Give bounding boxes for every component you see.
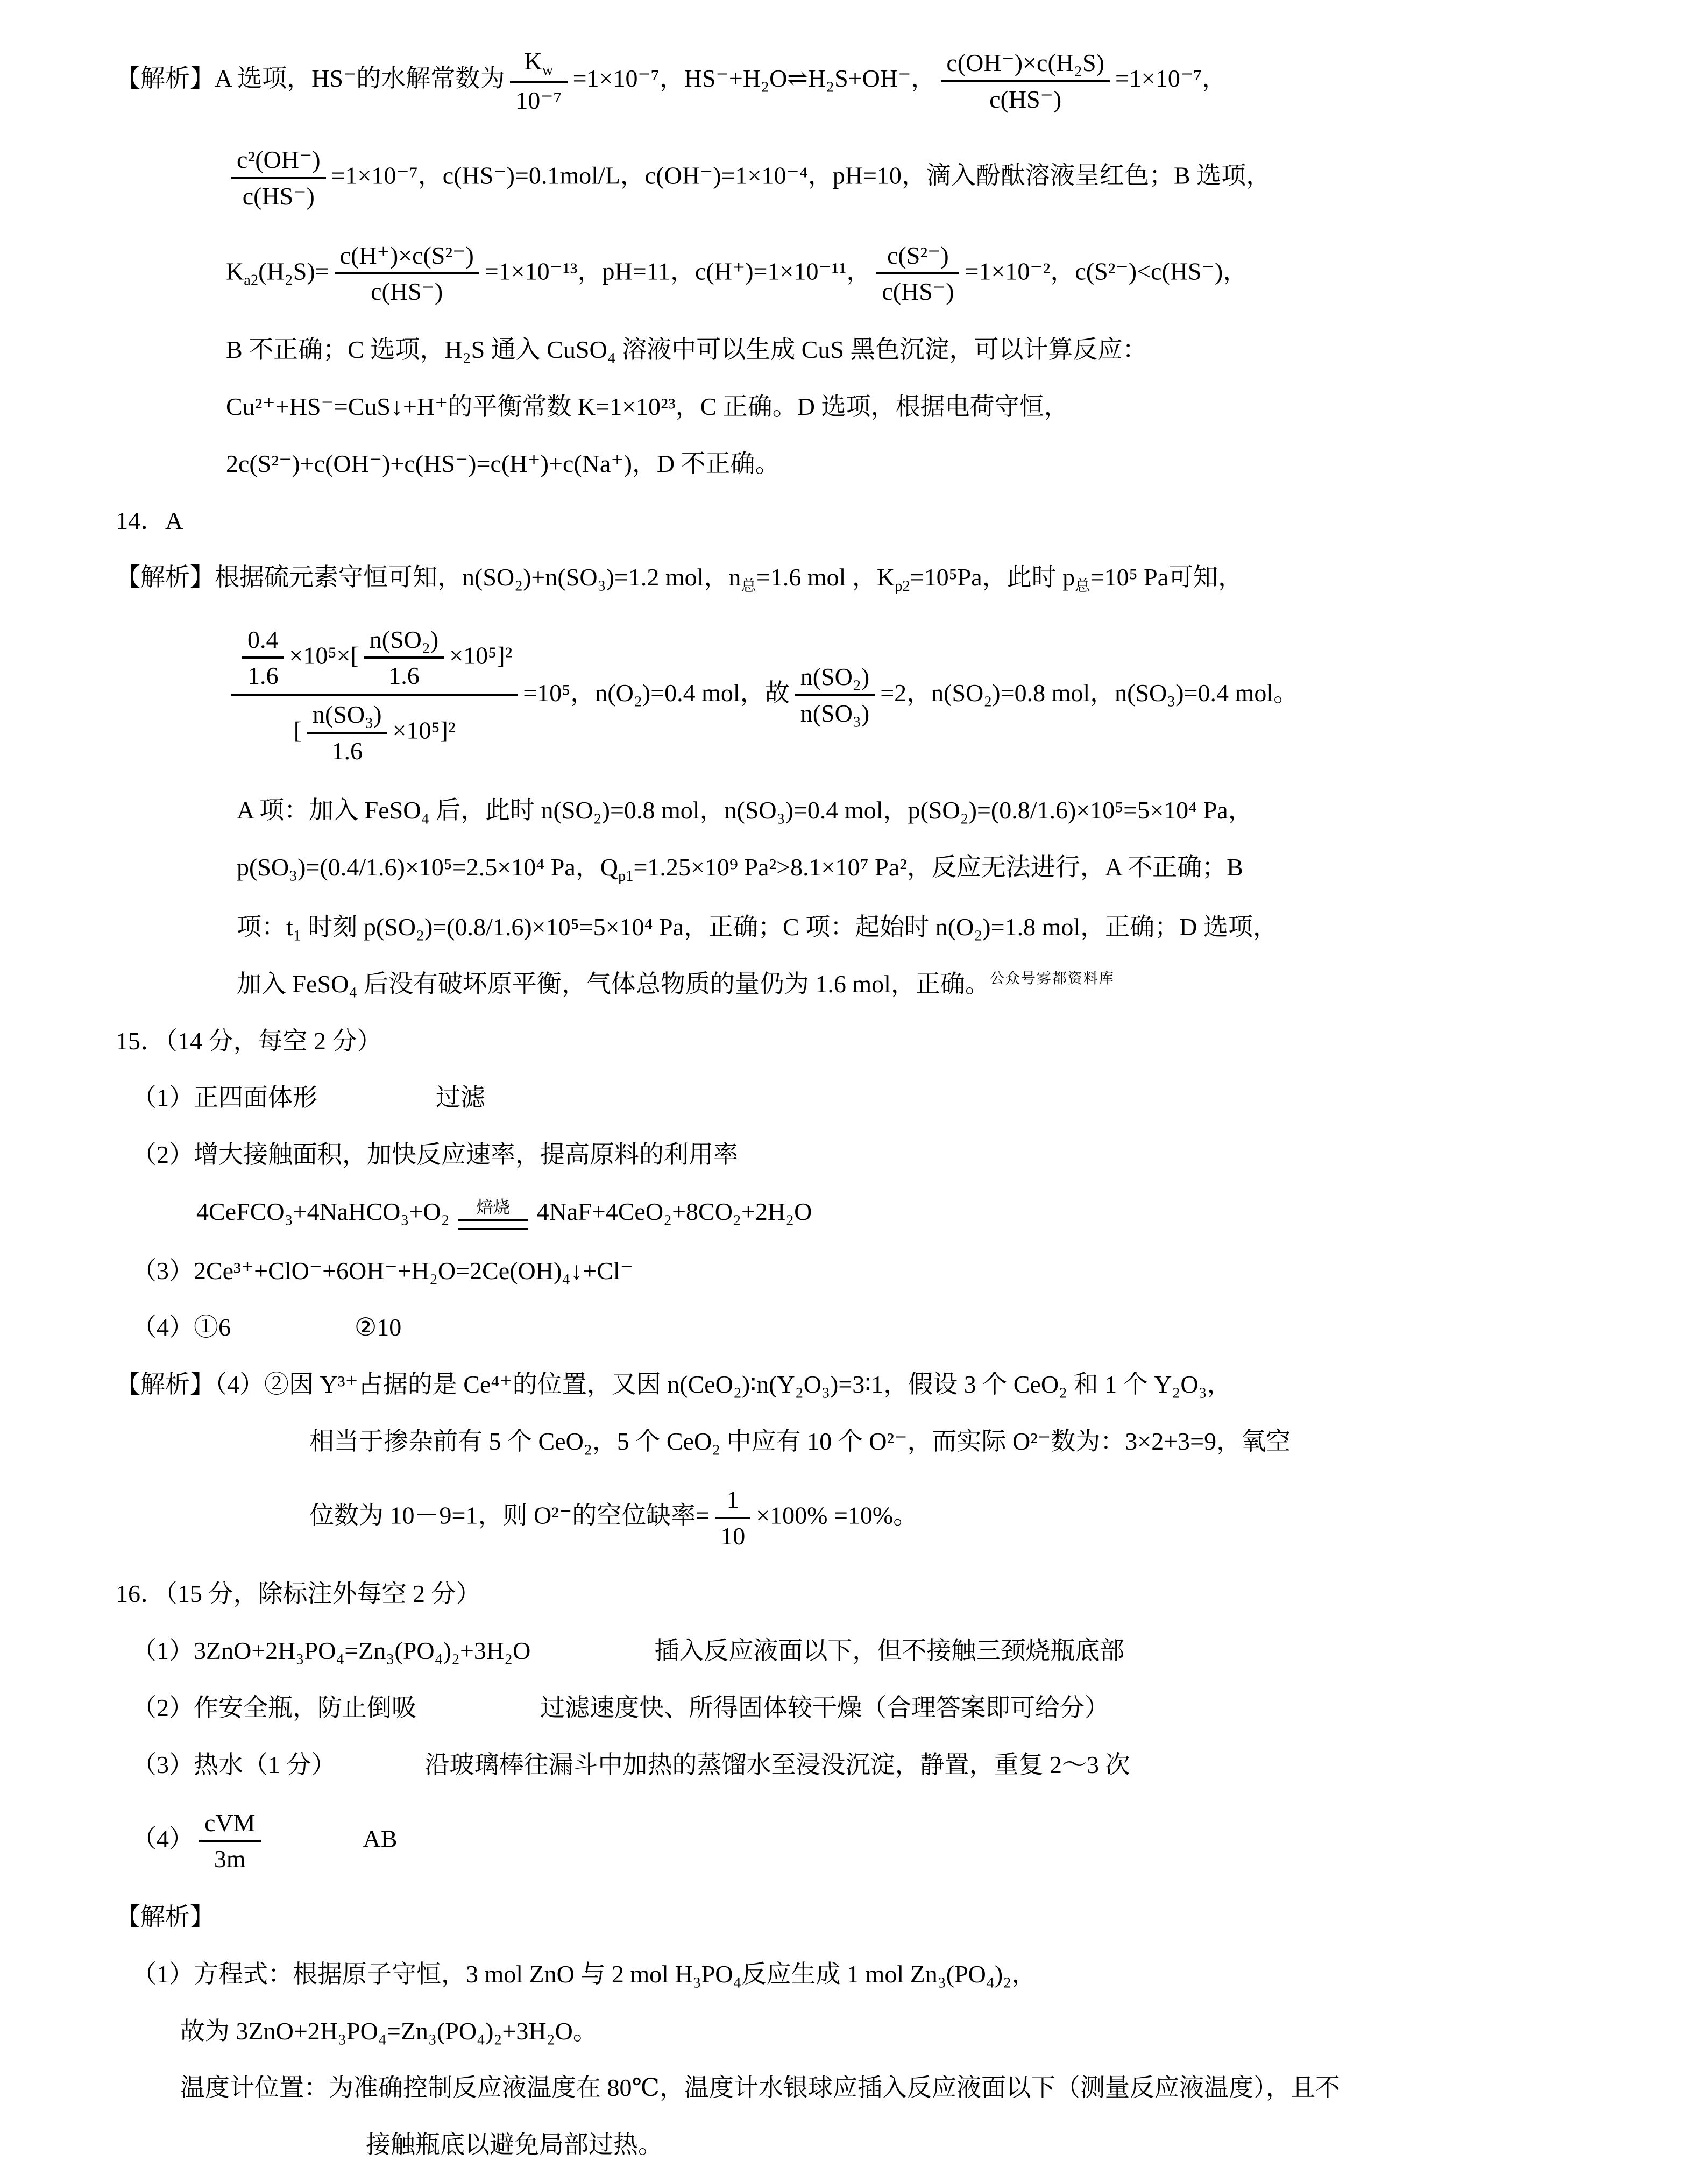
text-line: 温度计位置：为准确控制反应液温度在 80℃，温度计水银球应插入反应液面以下（测量反应液温度），且不 — [180, 2074, 1340, 2102]
fraction-denominator: c(HS⁻) — [989, 85, 1062, 113]
answer-blank-gap — [530, 1658, 654, 1659]
answer-blank-gap — [231, 1335, 355, 1336]
fraction-numerator: c²(OH⁻) — [231, 143, 326, 179]
text-line: 项：t₁ 时刻 p(SO₂)=(0.8/1.6)×10⁵=5×10⁴ Pa，正确；C 项：起始时 n(O₂)=1.8 mol，正确；D 选项， — [237, 913, 1278, 941]
fraction — [510, 44, 567, 118]
subscript: w — [542, 62, 554, 79]
text-line: 故为 3ZnO+2H₃PO₄=Zn₃(PO₄)₂+3H₂O。 — [180, 2017, 598, 2045]
text-line: 16．（15 分，除标注外每空 2 分） — [116, 1580, 481, 1608]
text-line: （4） $\frac{\text{cVM}}{3m}$ AB — [132, 1806, 1708, 1877]
fraction-denominator: n(SO₃) — [800, 700, 870, 728]
fraction-denominator: 1.6 — [331, 737, 363, 765]
text-line: 加入 FeSO₄ 后没有破坏原平衡，气体总物质的量仍为 1.6 mol，正确。$^{公众号雾都资料库}$ — [237, 970, 1115, 998]
fraction-numerator: c(S²⁻) — [876, 238, 959, 275]
text-line: $\frac{0.4}{1.6}$ ×10⁵×[ $\frac{\text{n(SO₂)}}{1.6}$ ×10⁵]² [ $\frac{\text{n(SO₃)}}{1.6}$ ×10⁵]² =10⁵，n(O₂)=0.4 mol，故 $\frac{\text{n(SO₂)}}{\text{n(SO₃)}}$ =2，n(SO₂)=0.8 mol，n(SO₃)=0.4 mol。 — [226, 622, 1708, 769]
fraction — [364, 623, 444, 694]
fraction-denominator: c(HS⁻) — [242, 182, 315, 210]
text-line: 接触瓶底以避免局部过热。 — [366, 2131, 663, 2159]
text-line: （4）①6 ②10 — [132, 1313, 402, 1341]
text-line: B 不正确；C 选项，H₂S 通入 CuSO₄ 溶液中可以生成 CuS 黑色沉淀，可以计算反应： — [226, 336, 1147, 364]
text-line: （1）3ZnO+2H₃PO₄=Zn₃(PO₄)₂+3H₂O 插入反应液面以下，但不接触三颈烧瓶底部 — [132, 1637, 1125, 1665]
text-line: Cu²⁺+HS⁻=CuS↓+H⁺的平衡常数 K=1×10²³，C 正确。D 选项，根据电荷守恒， — [226, 393, 1069, 421]
fraction — [715, 1482, 750, 1553]
subscript: p1 — [618, 867, 634, 885]
fraction — [199, 1806, 261, 1877]
fraction-numerator: 1 — [715, 1482, 750, 1519]
subscript: 总 — [1075, 578, 1090, 595]
text-line: $K_{a2}(H_2S)=$ $\frac{\text{c(H⁺)×c(S²⁻)}}{c(HS^-)}$ =1×10⁻¹³，pH=11，c(H⁺)=1×10⁻¹¹， $\frac{\text{c(S²⁻)}}{c(HS^-)}$ =1×10⁻²，c(S²⁻)<c(HS⁻)， — [226, 238, 1708, 309]
fraction-denominator: 1.6 — [388, 662, 420, 690]
fraction — [335, 238, 479, 309]
fraction-numerator: n(SO₃) — [307, 697, 387, 734]
fraction — [876, 238, 959, 309]
fraction-denominator: 10 — [720, 1522, 746, 1550]
fraction-denominator: c(HS⁻) — [371, 278, 443, 306]
answer-blank-gap — [336, 1772, 425, 1773]
fraction — [941, 46, 1110, 117]
fraction-denominator: 1.6 — [247, 662, 279, 690]
text-line: （3）2Ce³⁺+ClO⁻+6OH⁻+H₂O=2Ce(OH)₄↓+Cl⁻ — [132, 1256, 633, 1284]
text-line: 4CeFCO₃+4NaHCO₃+O₂ 焙烧 4NaF+4CeO₂+8CO₂+2H₂O — [196, 1196, 1708, 1230]
text-line: （2）增大接触面积，加快反应速率，提高原料的利用率 — [132, 1141, 738, 1169]
answer-blank-gap — [317, 1105, 436, 1106]
text-line: （1）方程式：根据原子守恒，3 mol ZnO 与 2 mol H₃PO₄反应生成 1 mol Zn₃(PO₄)₂， — [132, 1960, 1037, 1988]
fraction-numerator: $\frac{0.4}{1.6}$ ×10⁵×[ $\frac{\text{n(SO₂)}}{1.6}$ ×10⁵]² — [231, 622, 518, 697]
text-line: 【解析】 — [116, 1903, 215, 1931]
text-line: p(SO₃)=(0.4/1.6)×10⁵=2.5×10⁴ Pa，$Q_{p1}=1.25\times 10^9$ Pa²>8.1×10⁷ Pa²，反应无法进行，A 不正确；B — [237, 853, 1243, 885]
text-line: 14．A — [116, 506, 183, 534]
text-line: 15．（14 分，每空 2 分） — [116, 1027, 382, 1055]
double-equals-sign — [458, 1219, 528, 1230]
reaction-condition-label: 焙烧 — [476, 1198, 510, 1217]
text-line: A 项：加入 FeSO₄ 后，此时 n(SO₂)=0.8 mol，n(SO₃)=0.4 mol，p(SO₂)=(0.8/1.6)×10⁵=5×10⁴ Pa， — [237, 796, 1253, 824]
text-line: 位数为 10－9=1，则 O²⁻的空位缺率= $\frac{1}{10}$ ×100% =10%。 — [309, 1482, 1708, 1553]
fraction-numerator: c(OH⁻)×c(H₂S) — [941, 46, 1110, 82]
subscript: p2 — [895, 578, 910, 595]
answer-blank-gap — [266, 1846, 363, 1847]
subscript: 总 — [741, 578, 756, 595]
fraction-numerator: $K_w$ — [510, 44, 567, 83]
fraction-denominator: 10⁻⁷ — [515, 87, 562, 115]
fraction — [307, 697, 387, 768]
text-line: 2c(S²⁻)+c(OH⁻)+c(HS⁻)=c(H⁺)+c(Na⁺)，D 不正确。 — [226, 449, 780, 477]
subscript: a2 — [244, 272, 259, 289]
answer-blank-gap — [416, 1715, 540, 1716]
fraction-numerator: cVM — [199, 1806, 261, 1842]
reaction-condition-equals — [458, 1198, 528, 1230]
fraction-denominator: [ $\frac{\text{n(SO₃)}}{1.6}$ ×10⁵]² — [231, 696, 518, 769]
fraction-numerator: c(H⁺)×c(S²⁻) — [335, 238, 479, 275]
text-line: （1）正四面体形 过滤 — [132, 1084, 485, 1112]
text-line: 【解析】根据硫元素守恒可知，n(SO₂)+n(SO₃)=1.2 mol，$n_总=1.6$ mol ，$K_{p2}=10^5Pa$，此时 $p_总=10^5$ Pa可知， — [116, 563, 1243, 595]
text-line: 相当于掺杂前有 5 个 CeO₂，5 个 CeO₂ 中应有 10 个 O²⁻，而实际 O²⁻数为：3×2+3=9，氧空 — [309, 1427, 1291, 1455]
fraction-denominator: 3m — [214, 1845, 246, 1873]
fraction-numerator: n(SO₂) — [795, 660, 875, 696]
fraction — [231, 622, 518, 769]
text-line: 【解析】（4）②因 Y³⁺占据的是 Ce⁴⁺的位置，又因 n(CeO₂)∶n(Y₂O₃)=3∶1，假设 3 个 CeO₂ 和 1 个 Y₂O₃， — [116, 1371, 1232, 1399]
text-line: （3）热水（1 分） 沿玻璃棒往漏斗中加热的蒸馏水至浸没沉淀，静置，重复 2～3 次 — [132, 1750, 1130, 1778]
fraction-denominator: c(HS⁻) — [882, 278, 954, 306]
fraction — [795, 660, 875, 731]
watermark-text: 公众号雾都资料库 — [989, 970, 1115, 987]
text-line: 【解析】A 选项，HS⁻的水解常数为 $\frac{K_w}{\text{10⁻⁷}}$ =1×10⁻⁷，HS⁻+H₂O⇌H₂S+OH⁻， $\frac{\text{c(OH⁻)×c(H₂S)}}{c(HS^-)}$ =1×10⁻⁷， — [116, 44, 1708, 118]
fraction — [242, 623, 284, 694]
fraction-numerator: 0.4 — [242, 623, 284, 659]
text-line: $\frac{\text{c²(OH⁻)}}{c(HS^-)}$ =1×10⁻⁷，c(HS⁻)=0.1mol/L，c(OH⁻)=1×10⁻⁴，pH=10，滴入酚酞溶液呈红色；B 选项， — [226, 143, 1708, 214]
fraction-numerator: n(SO₂) — [364, 623, 444, 659]
text-line: （2）作安全瓶，防止倒吸 过滤速度快、所得固体较干燥（合理答案即可给分） — [132, 1693, 1109, 1721]
fraction — [231, 143, 326, 214]
